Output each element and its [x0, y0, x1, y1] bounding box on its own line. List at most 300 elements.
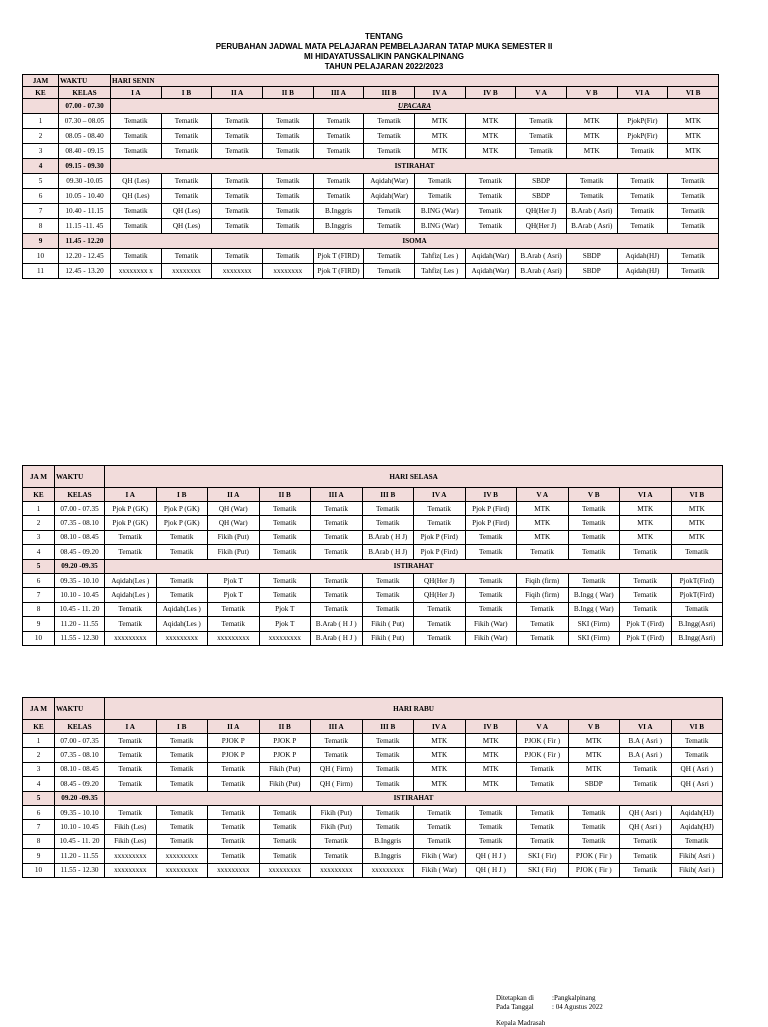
- subject-cell: Fikih (Put): [311, 805, 363, 819]
- schedule-row: [23, 588, 723, 602]
- subject-cell: Tematik: [517, 602, 569, 616]
- subject-cell: Fikih (Put): [259, 762, 311, 776]
- subject-cell: Tematik: [465, 545, 517, 559]
- period-time: 12.20 - 12.45: [59, 249, 111, 264]
- subject-cell: Aqidah(Les ): [156, 602, 208, 616]
- subject-cell: Tematik: [362, 502, 414, 516]
- subject-cell: Tematik: [208, 820, 260, 834]
- subject-cell: B.Arab ( H J): [362, 545, 414, 559]
- subject-cell: B.A ( Asri ): [620, 748, 672, 762]
- subject-cell: B.Arab ( Asri): [566, 204, 617, 219]
- jam-header: JAM: [23, 75, 59, 87]
- subject-cell: xxxxxxxxx: [105, 849, 157, 863]
- subject-cell: Tematik: [364, 144, 415, 159]
- subject-cell: Tematik: [568, 820, 620, 834]
- subject-cell: Aqidah(HJ): [671, 820, 723, 834]
- subject-cell: MTK: [568, 762, 620, 776]
- subject-cell: Tematik: [313, 189, 364, 204]
- class-column-header: II B: [262, 87, 313, 99]
- subject-cell: QH ( Firm): [311, 777, 363, 791]
- subject-cell: Tematik: [105, 748, 157, 762]
- subject-cell: Tematik: [311, 588, 363, 602]
- subject-cell: Tematik: [566, 174, 617, 189]
- subject-cell: Tematik: [517, 545, 569, 559]
- subject-cell: B.Inggris: [362, 849, 414, 863]
- subject-cell: SBDP: [566, 264, 617, 279]
- subject-cell: Tematik: [517, 820, 569, 834]
- period-time: 10.05 - 10.40: [59, 189, 111, 204]
- subject-cell: B.Inggris: [362, 834, 414, 848]
- subject-cell: PJOK ( Fir ): [568, 849, 620, 863]
- subject-cell: MTK: [465, 734, 517, 748]
- subject-cell: Tematik: [568, 573, 620, 587]
- subject-cell: Tematik: [262, 249, 313, 264]
- subject-cell: B.Arab ( H J): [362, 530, 414, 544]
- subject-cell: Tematik: [362, 573, 414, 587]
- schedule-table-rabu: [22, 697, 723, 878]
- subject-cell: Tematik: [620, 762, 672, 776]
- class-column-header: IV B: [465, 720, 517, 734]
- subject-cell: MTK: [671, 530, 723, 544]
- period-number: 7: [23, 588, 55, 602]
- subject-cell: Tematik: [156, 734, 208, 748]
- class-column-header: VI B: [671, 488, 723, 502]
- header-row-top: [23, 466, 723, 488]
- subject-cell: SKI (Firm): [568, 631, 620, 645]
- kelas-header: KELAS: [55, 488, 105, 502]
- header-line-1: TENTANG: [364, 32, 404, 41]
- subject-cell: Tematik: [414, 602, 466, 616]
- class-column-header: IV A: [414, 488, 466, 502]
- header-row-top: [23, 698, 723, 720]
- subject-cell: QH ( Asri ): [620, 820, 672, 834]
- subject-cell: Tematik: [208, 617, 260, 631]
- schedule-row: [23, 502, 723, 516]
- subject-cell: Tematik: [105, 777, 157, 791]
- subject-cell: MTK: [414, 114, 465, 129]
- subject-cell: PjokT(Fird): [671, 573, 723, 587]
- period-time: 11.55 - 12.30: [55, 631, 105, 645]
- subject-cell: Tematik: [262, 144, 313, 159]
- break-row: [23, 234, 719, 249]
- subject-cell: MTK: [671, 516, 723, 530]
- subject-cell: Fikih ( War): [414, 863, 466, 877]
- subject-cell: Tematik: [156, 805, 208, 819]
- subject-cell: xxxxxxxxx: [156, 849, 208, 863]
- subject-cell: PjokP(Fir): [617, 114, 668, 129]
- class-column-header: V B: [568, 720, 620, 734]
- subject-cell: PJOK P: [208, 748, 260, 762]
- subject-cell: PJOK ( Fir ): [517, 748, 569, 762]
- subject-cell: B.Ingg ( War): [568, 602, 620, 616]
- period-number: 3: [23, 144, 59, 159]
- subject-cell: Tematik: [620, 588, 672, 602]
- period-number: 7: [23, 820, 55, 834]
- subject-cell: Tematik: [311, 545, 363, 559]
- period-time: 11.20 - 11.55: [55, 849, 105, 863]
- subject-cell: Tematik: [517, 617, 569, 631]
- jam-header: JA M: [23, 698, 55, 720]
- period-number: 3: [23, 530, 55, 544]
- subject-cell: Tematik: [671, 834, 723, 848]
- subject-cell: Tematik: [311, 516, 363, 530]
- subject-cell: Tematik: [465, 834, 517, 848]
- subject-cell: Tematik: [414, 174, 465, 189]
- subject-cell: Tematik: [364, 129, 415, 144]
- upacara-row: [23, 99, 719, 114]
- class-column-header: VI B: [671, 720, 723, 734]
- period-time: 07.00 - 07.35: [55, 502, 105, 516]
- period-number: 10: [23, 249, 59, 264]
- break-label: UPACARA: [111, 99, 719, 114]
- subject-cell: B.ING (War): [414, 219, 465, 234]
- subject-cell: xxxxxxxxx: [259, 631, 311, 645]
- subject-cell: xxxxxxxxx: [156, 863, 208, 877]
- subject-cell: B.Arab ( Asri): [516, 264, 567, 279]
- schedule-row: [23, 174, 719, 189]
- subject-cell: Tematik: [414, 516, 466, 530]
- subject-cell: Tematik: [259, 516, 311, 530]
- subject-cell: Tematik: [161, 174, 212, 189]
- class-column-header: I A: [111, 87, 162, 99]
- subject-cell: MTK: [568, 748, 620, 762]
- subject-cell: Aqidah(HJ): [617, 249, 668, 264]
- subject-cell: MTK: [568, 734, 620, 748]
- subject-cell: Pjok T (Fird): [620, 617, 672, 631]
- subject-cell: Tematik: [208, 834, 260, 848]
- subject-cell: Pjok T: [259, 617, 311, 631]
- subject-cell: Tematik: [364, 249, 415, 264]
- period-number: 2: [23, 748, 55, 762]
- subject-cell: Tematik: [617, 189, 668, 204]
- subject-cell: Tematik: [362, 748, 414, 762]
- break-row: [23, 559, 723, 573]
- class-column-header: III B: [362, 488, 414, 502]
- period-number: 9: [23, 849, 55, 863]
- class-column-header: VI A: [617, 87, 668, 99]
- subject-cell: SBDP: [516, 174, 567, 189]
- subject-cell: Aqidah(War): [465, 249, 516, 264]
- schedule-row: [23, 249, 719, 264]
- subject-cell: Pjok T: [259, 602, 311, 616]
- subject-cell: Tematik: [105, 617, 157, 631]
- subject-cell: Tematik: [364, 114, 415, 129]
- subject-cell: Tematik: [362, 516, 414, 530]
- subject-cell: Tematik: [259, 530, 311, 544]
- subject-cell: Tematik: [568, 502, 620, 516]
- subject-cell: Tematik: [262, 114, 313, 129]
- subject-cell: Tematik: [262, 189, 313, 204]
- subject-cell: Tematik: [671, 545, 723, 559]
- class-column-header: IV B: [465, 488, 517, 502]
- period-time: 07.35 - 08.10: [55, 748, 105, 762]
- subject-cell: Aqidah(HJ): [617, 264, 668, 279]
- class-column-header: I A: [105, 488, 157, 502]
- class-column-header: IV A: [414, 87, 465, 99]
- class-column-header: V A: [517, 488, 569, 502]
- subject-cell: Fikih (Put): [259, 777, 311, 791]
- period-number: 1: [23, 114, 59, 129]
- subject-cell: Tematik: [156, 588, 208, 602]
- subject-cell: Fikih( Asri ): [671, 863, 723, 877]
- subject-cell: MTK: [566, 144, 617, 159]
- class-column-header: II B: [259, 488, 311, 502]
- class-column-header: III B: [362, 720, 414, 734]
- subject-cell: Tematik: [620, 863, 672, 877]
- schedule-row: [23, 144, 719, 159]
- subject-cell: Tematik: [105, 805, 157, 819]
- period-time: 07.00 - 07.30: [59, 99, 111, 114]
- subject-cell: MTK: [465, 114, 516, 129]
- period-time: 08.10 - 08.45: [55, 762, 105, 776]
- subject-cell: Tematik: [668, 219, 719, 234]
- schedule-row: [23, 114, 719, 129]
- subject-cell: xxxxxxxx: [212, 264, 263, 279]
- subject-cell: Tematik: [362, 734, 414, 748]
- period-number: 4: [23, 545, 55, 559]
- subject-cell: Tematik: [311, 573, 363, 587]
- subject-cell: PJOK ( Fir ): [517, 734, 569, 748]
- subject-cell: Tematik: [259, 834, 311, 848]
- break-row: [23, 159, 719, 174]
- subject-cell: Tematik: [313, 129, 364, 144]
- subject-cell: Tematik: [414, 189, 465, 204]
- period-time: 07.30 – 08.05: [59, 114, 111, 129]
- subject-cell: Tematik: [364, 264, 415, 279]
- subject-cell: B.Arab ( H J ): [311, 617, 363, 631]
- kelas-header: KELAS: [55, 720, 105, 734]
- subject-cell: Tematik: [465, 174, 516, 189]
- subject-cell: QH ( Asri ): [620, 805, 672, 819]
- subject-cell: Pjok T: [208, 588, 260, 602]
- subject-cell: MTK: [668, 114, 719, 129]
- subject-cell: QH ( H J ): [465, 863, 517, 877]
- waktu-header: WAKTU: [55, 466, 105, 488]
- period-number: 11: [23, 264, 59, 279]
- subject-cell: Tematik: [362, 777, 414, 791]
- subject-cell: Tematik: [313, 114, 364, 129]
- schedule-row: [23, 545, 723, 559]
- subject-cell: MTK: [620, 502, 672, 516]
- subject-cell: Tematik: [671, 748, 723, 762]
- subject-cell: QH ( Firm): [311, 762, 363, 776]
- header-row-columns: [23, 488, 723, 502]
- class-column-header: III A: [313, 87, 364, 99]
- header-row-columns: [23, 720, 723, 734]
- period-number: 4: [23, 777, 55, 791]
- subject-cell: Tematik: [156, 545, 208, 559]
- subject-cell: Aqidah(Les ): [105, 588, 157, 602]
- subject-cell: MTK: [414, 777, 466, 791]
- period-time: 07.35 - 08.10: [55, 516, 105, 530]
- subject-cell: Pjok P (GK): [156, 516, 208, 530]
- period-number: 7: [23, 204, 59, 219]
- subject-cell: Tematik: [111, 249, 162, 264]
- period-number: 10: [23, 631, 55, 645]
- subject-cell: Tematik: [111, 219, 162, 234]
- class-column-header: II A: [212, 87, 263, 99]
- schedule-row: [23, 748, 723, 762]
- schedule-row: [23, 204, 719, 219]
- period-number: 1: [23, 502, 55, 516]
- subject-cell: Tematik: [259, 805, 311, 819]
- period-time: 09.20 -09.35: [55, 559, 105, 573]
- schedule-row: [23, 516, 723, 530]
- subject-cell: Tematik: [156, 573, 208, 587]
- subject-cell: Tematik: [465, 588, 517, 602]
- period-time: 07.00 - 07.35: [55, 734, 105, 748]
- subject-cell: Tahfiz( Les ): [414, 264, 465, 279]
- subject-cell: Aqidah(War): [465, 264, 516, 279]
- subject-cell: B.Arab ( H J ): [311, 631, 363, 645]
- schedule-row: [23, 777, 723, 791]
- subject-cell: Tematik: [465, 219, 516, 234]
- subject-cell: Tematik: [465, 602, 517, 616]
- period-number: 5: [23, 174, 59, 189]
- subject-cell: MTK: [566, 114, 617, 129]
- break-label: ISTIRAHAT: [111, 159, 719, 174]
- period-number: 6: [23, 189, 59, 204]
- subject-cell: Tematik: [668, 189, 719, 204]
- subject-cell: Tematik: [212, 144, 263, 159]
- schedule-row: [23, 129, 719, 144]
- period-number: 8: [23, 602, 55, 616]
- subject-cell: PJOK P: [259, 734, 311, 748]
- subject-cell: MTK: [465, 129, 516, 144]
- waktu-header: WAKTU: [55, 698, 105, 720]
- period-time: 09.30 -10.05: [59, 174, 111, 189]
- subject-cell: Tematik: [212, 114, 263, 129]
- subject-cell: B.A ( Asri ): [620, 734, 672, 748]
- subject-cell: MTK: [414, 144, 465, 159]
- subject-cell: Tematik: [208, 762, 260, 776]
- subject-cell: Tematik: [105, 602, 157, 616]
- subject-cell: Tematik: [259, 573, 311, 587]
- period-time: 11.15 -11. 45: [59, 219, 111, 234]
- subject-cell: Fiqih (firm): [517, 573, 569, 587]
- subject-cell: MTK: [465, 777, 517, 791]
- subject-cell: Tematik: [620, 777, 672, 791]
- period-number: 10: [23, 863, 55, 877]
- period-time: 10.10 - 10.45: [55, 820, 105, 834]
- subject-cell: Tematik: [465, 189, 516, 204]
- footer-ditetapkan-value: :Pangkalpinang: [552, 994, 596, 1002]
- subject-cell: Pjok P (GK): [105, 502, 157, 516]
- subject-cell: Tematik: [208, 849, 260, 863]
- schedule-row: [23, 219, 719, 234]
- subject-cell: Tematik: [105, 530, 157, 544]
- subject-cell: PjokT(Fird): [671, 588, 723, 602]
- subject-cell: Pjok T (FIRD): [313, 264, 364, 279]
- subject-cell: Tematik: [362, 820, 414, 834]
- period-time: 11.45 - 12.20: [59, 234, 111, 249]
- subject-cell: Tematik: [111, 204, 162, 219]
- subject-cell: MTK: [465, 748, 517, 762]
- subject-cell: MTK: [620, 516, 672, 530]
- subject-cell: Tematik: [156, 530, 208, 544]
- subject-cell: B.ING (War): [414, 204, 465, 219]
- subject-cell: xxxxxxxxx: [311, 863, 363, 877]
- break-label: ISOMA: [111, 234, 719, 249]
- subject-cell: Pjok P (GK): [105, 516, 157, 530]
- subject-cell: Tematik: [311, 734, 363, 748]
- ke-header: KE: [23, 488, 55, 502]
- kelas-header: KELAS: [59, 87, 111, 99]
- subject-cell: Tematik: [161, 129, 212, 144]
- subject-cell: Aqidah(War): [364, 189, 415, 204]
- subject-cell: Aqidah(Les ): [156, 617, 208, 631]
- subject-cell: SKI ( Fir): [517, 863, 569, 877]
- subject-cell: B.Ingg ( War): [568, 588, 620, 602]
- footer-ditetapkan-label: Ditetapkan di: [496, 994, 534, 1002]
- subject-cell: Tematik: [161, 114, 212, 129]
- period-time: 09.15 - 09.30: [59, 159, 111, 174]
- subject-cell: Tematik: [568, 834, 620, 848]
- subject-cell: Pjok P (Fird): [465, 502, 517, 516]
- subject-cell: Aqidah(HJ): [671, 805, 723, 819]
- subject-cell: QH(Her J): [516, 204, 567, 219]
- subject-cell: B.Arab ( Asri): [566, 219, 617, 234]
- subject-cell: QH(Her J): [414, 573, 466, 587]
- subject-cell: PJOK P: [208, 734, 260, 748]
- period-time: 12.45 - 13.20: [59, 264, 111, 279]
- footer-tanggal-value: : 04 Agustus 2022: [552, 1003, 603, 1011]
- subject-cell: Tematik: [668, 204, 719, 219]
- subject-cell: Tahfiz( Les ): [414, 249, 465, 264]
- break-row: [23, 791, 723, 805]
- subject-cell: QH ( Asri ): [671, 777, 723, 791]
- subject-cell: Tematik: [111, 129, 162, 144]
- period-number: 9: [23, 234, 59, 249]
- period-number: 8: [23, 219, 59, 234]
- period-time: 10.45 - 11. 20: [55, 834, 105, 848]
- subject-cell: Tematik: [671, 602, 723, 616]
- subject-cell: Tematik: [414, 820, 466, 834]
- period-time: 08.05 - 08.40: [59, 129, 111, 144]
- subject-cell: MTK: [517, 502, 569, 516]
- subject-cell: Tematik: [111, 144, 162, 159]
- subject-cell: Tematik: [212, 174, 263, 189]
- class-column-header: II A: [208, 488, 260, 502]
- subject-cell: Tematik: [617, 174, 668, 189]
- subject-cell: Tematik: [414, 834, 466, 848]
- subject-cell: Tematik: [516, 114, 567, 129]
- subject-cell: MTK: [465, 144, 516, 159]
- subject-cell: Tematik: [620, 545, 672, 559]
- subject-cell: Tematik: [212, 204, 263, 219]
- subject-cell: Tematik: [566, 189, 617, 204]
- subject-cell: xxxxxxxxx: [105, 631, 157, 645]
- subject-cell: Fikih (Put): [208, 545, 260, 559]
- subject-cell: Tematik: [311, 602, 363, 616]
- subject-cell: Tematik: [516, 129, 567, 144]
- schedule-row: [23, 602, 723, 616]
- class-column-header: I B: [161, 87, 212, 99]
- subject-cell: Tematik: [362, 762, 414, 776]
- schedule-table-selasa: [22, 465, 723, 646]
- class-column-header: V B: [566, 87, 617, 99]
- subject-cell: xxxxxxxxx: [208, 863, 260, 877]
- period-time: 08.45 - 09.20: [55, 545, 105, 559]
- subject-cell: Aqidah(War): [364, 174, 415, 189]
- subject-cell: Tematik: [414, 502, 466, 516]
- schedule-row: [23, 762, 723, 776]
- subject-cell: Tematik: [617, 144, 668, 159]
- subject-cell: MTK: [668, 144, 719, 159]
- subject-cell: Fikih ( Put): [362, 617, 414, 631]
- subject-cell: MTK: [517, 530, 569, 544]
- schedule-table-senin: [22, 74, 719, 279]
